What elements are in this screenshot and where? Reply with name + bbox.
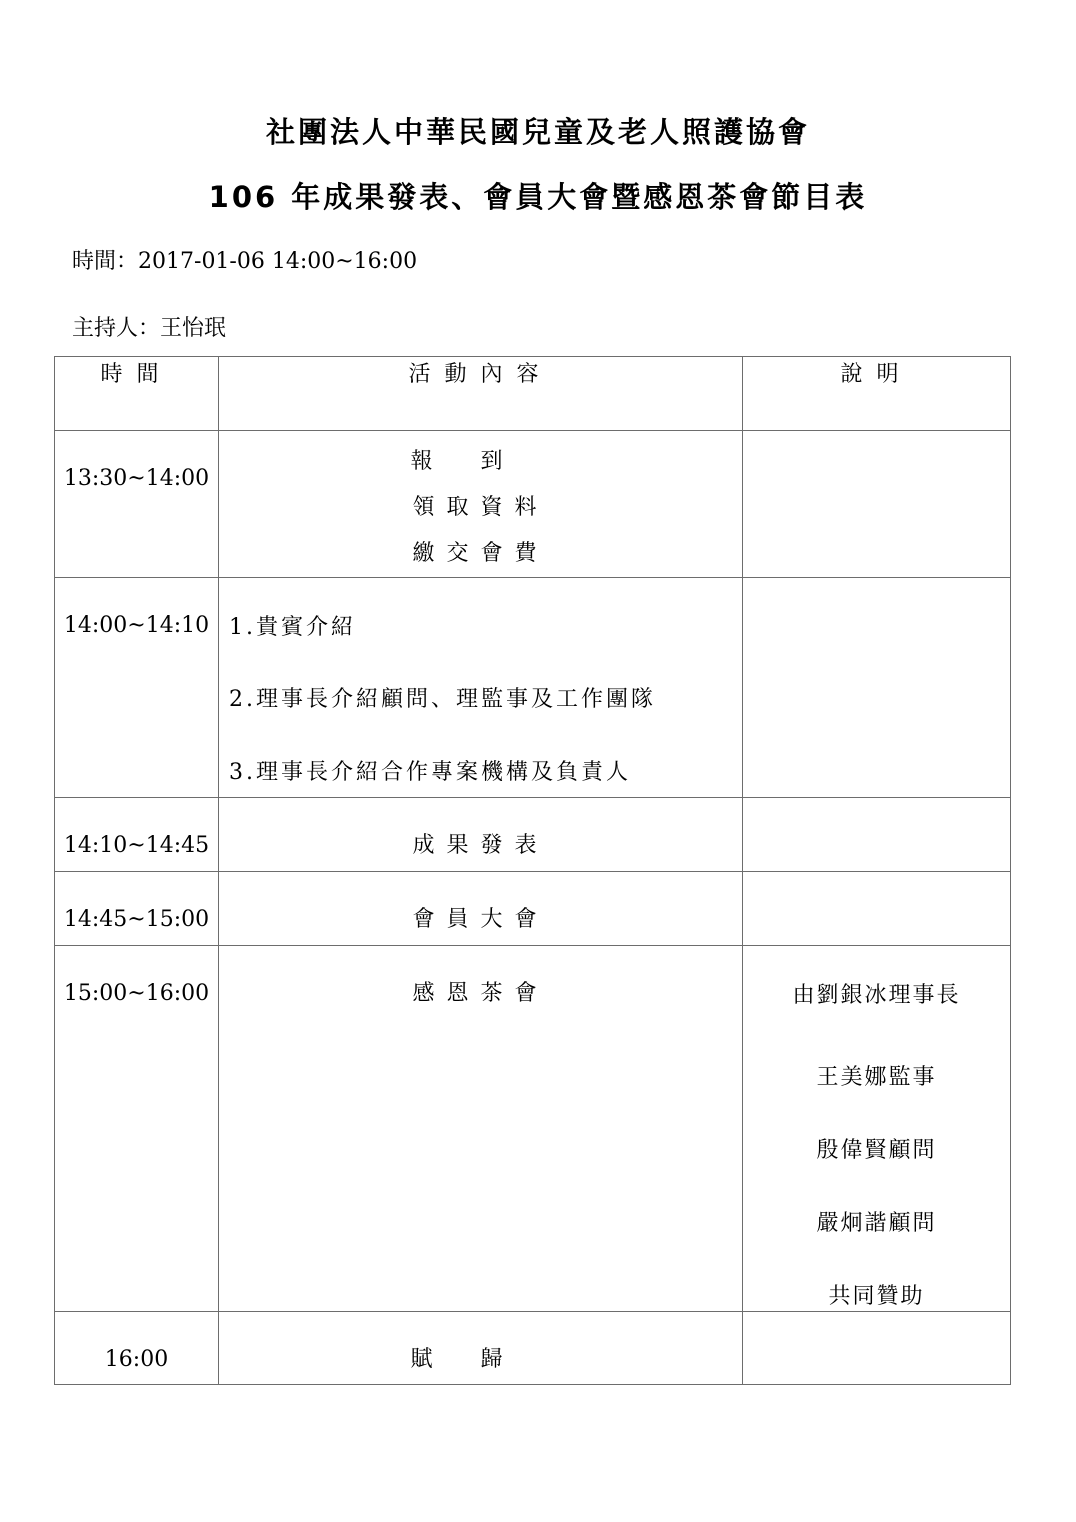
activity-item: 1.貴賓介紹 bbox=[229, 615, 356, 640]
activity-item: 領取資料 bbox=[412, 495, 549, 520]
document-title: 社團法人中華民國兒童及老人照護協會 bbox=[265, 115, 810, 149]
event-time-value: 2017-01-06 14:00~16:00 bbox=[138, 249, 418, 274]
program-table bbox=[54, 356, 1011, 1385]
row-activity bbox=[219, 431, 743, 578]
row-activity bbox=[219, 872, 743, 946]
row-note bbox=[743, 798, 1011, 872]
header-note: 說明 bbox=[743, 357, 1011, 431]
row-time-text: 14:00~14:10 bbox=[63, 613, 210, 638]
row-note bbox=[743, 872, 1011, 946]
row-time bbox=[55, 798, 219, 872]
row-note bbox=[743, 946, 1011, 1312]
event-time bbox=[72, 244, 417, 275]
activity-item: 報到 bbox=[410, 449, 551, 474]
event-host bbox=[72, 311, 226, 342]
row-time-text: 16:00 bbox=[104, 1347, 169, 1372]
activity-item: 賦歸 bbox=[410, 1347, 551, 1372]
note-item: 王美娜監事 bbox=[816, 1065, 937, 1090]
activity-item: 繳交會費 bbox=[412, 541, 549, 566]
row-time-text: 14:45~15:00 bbox=[63, 907, 210, 932]
event-host-label: 主持人： bbox=[72, 316, 161, 341]
table-row bbox=[55, 946, 1011, 1312]
row-activity bbox=[219, 946, 743, 1312]
row-time-text: 15:00~16:00 bbox=[63, 981, 210, 1006]
row-time bbox=[55, 1312, 219, 1385]
header-time: 時間 bbox=[55, 357, 219, 431]
row-time bbox=[55, 578, 219, 798]
row-activity bbox=[219, 798, 743, 872]
row-time-text: 14:10~14:45 bbox=[63, 833, 210, 858]
row-time-text: 13:30~14:00 bbox=[63, 466, 210, 491]
row-note bbox=[743, 431, 1011, 578]
header-activity: 活動內容 bbox=[219, 357, 743, 431]
table-header-row bbox=[55, 357, 1011, 431]
row-time bbox=[55, 946, 219, 1312]
event-host-value: 王怡珉 bbox=[160, 316, 227, 341]
row-time bbox=[55, 872, 219, 946]
table-row bbox=[55, 578, 1011, 798]
table-row bbox=[55, 1312, 1011, 1385]
row-activity bbox=[219, 1312, 743, 1385]
activity-item: 感恩茶會 bbox=[412, 981, 549, 1006]
activity-item: 會員大會 bbox=[412, 907, 549, 932]
activity-item: 3.理事長介紹合作專案機構及負責人 bbox=[229, 760, 631, 785]
row-time bbox=[55, 431, 219, 578]
note-item: 共同贊助 bbox=[828, 1284, 925, 1309]
table-row bbox=[55, 798, 1011, 872]
note-item: 嚴炯諧顧問 bbox=[816, 1211, 937, 1236]
table-row bbox=[55, 431, 1011, 578]
row-note bbox=[743, 1312, 1011, 1385]
row-note bbox=[743, 578, 1011, 798]
note-item: 殷偉賢顧問 bbox=[816, 1138, 937, 1163]
document-subtitle: 106 年成果發表、會員大會暨感恩茶會節目表 bbox=[208, 180, 868, 214]
event-time-label: 時間： bbox=[72, 249, 139, 274]
table-row bbox=[55, 872, 1011, 946]
activity-item: 成果發表 bbox=[412, 833, 549, 858]
activity-item: 2.理事長介紹顧問、理監事及工作團隊 bbox=[229, 687, 656, 712]
row-activity bbox=[219, 578, 743, 798]
note-item: 由劉銀冰理事長 bbox=[792, 983, 961, 1008]
